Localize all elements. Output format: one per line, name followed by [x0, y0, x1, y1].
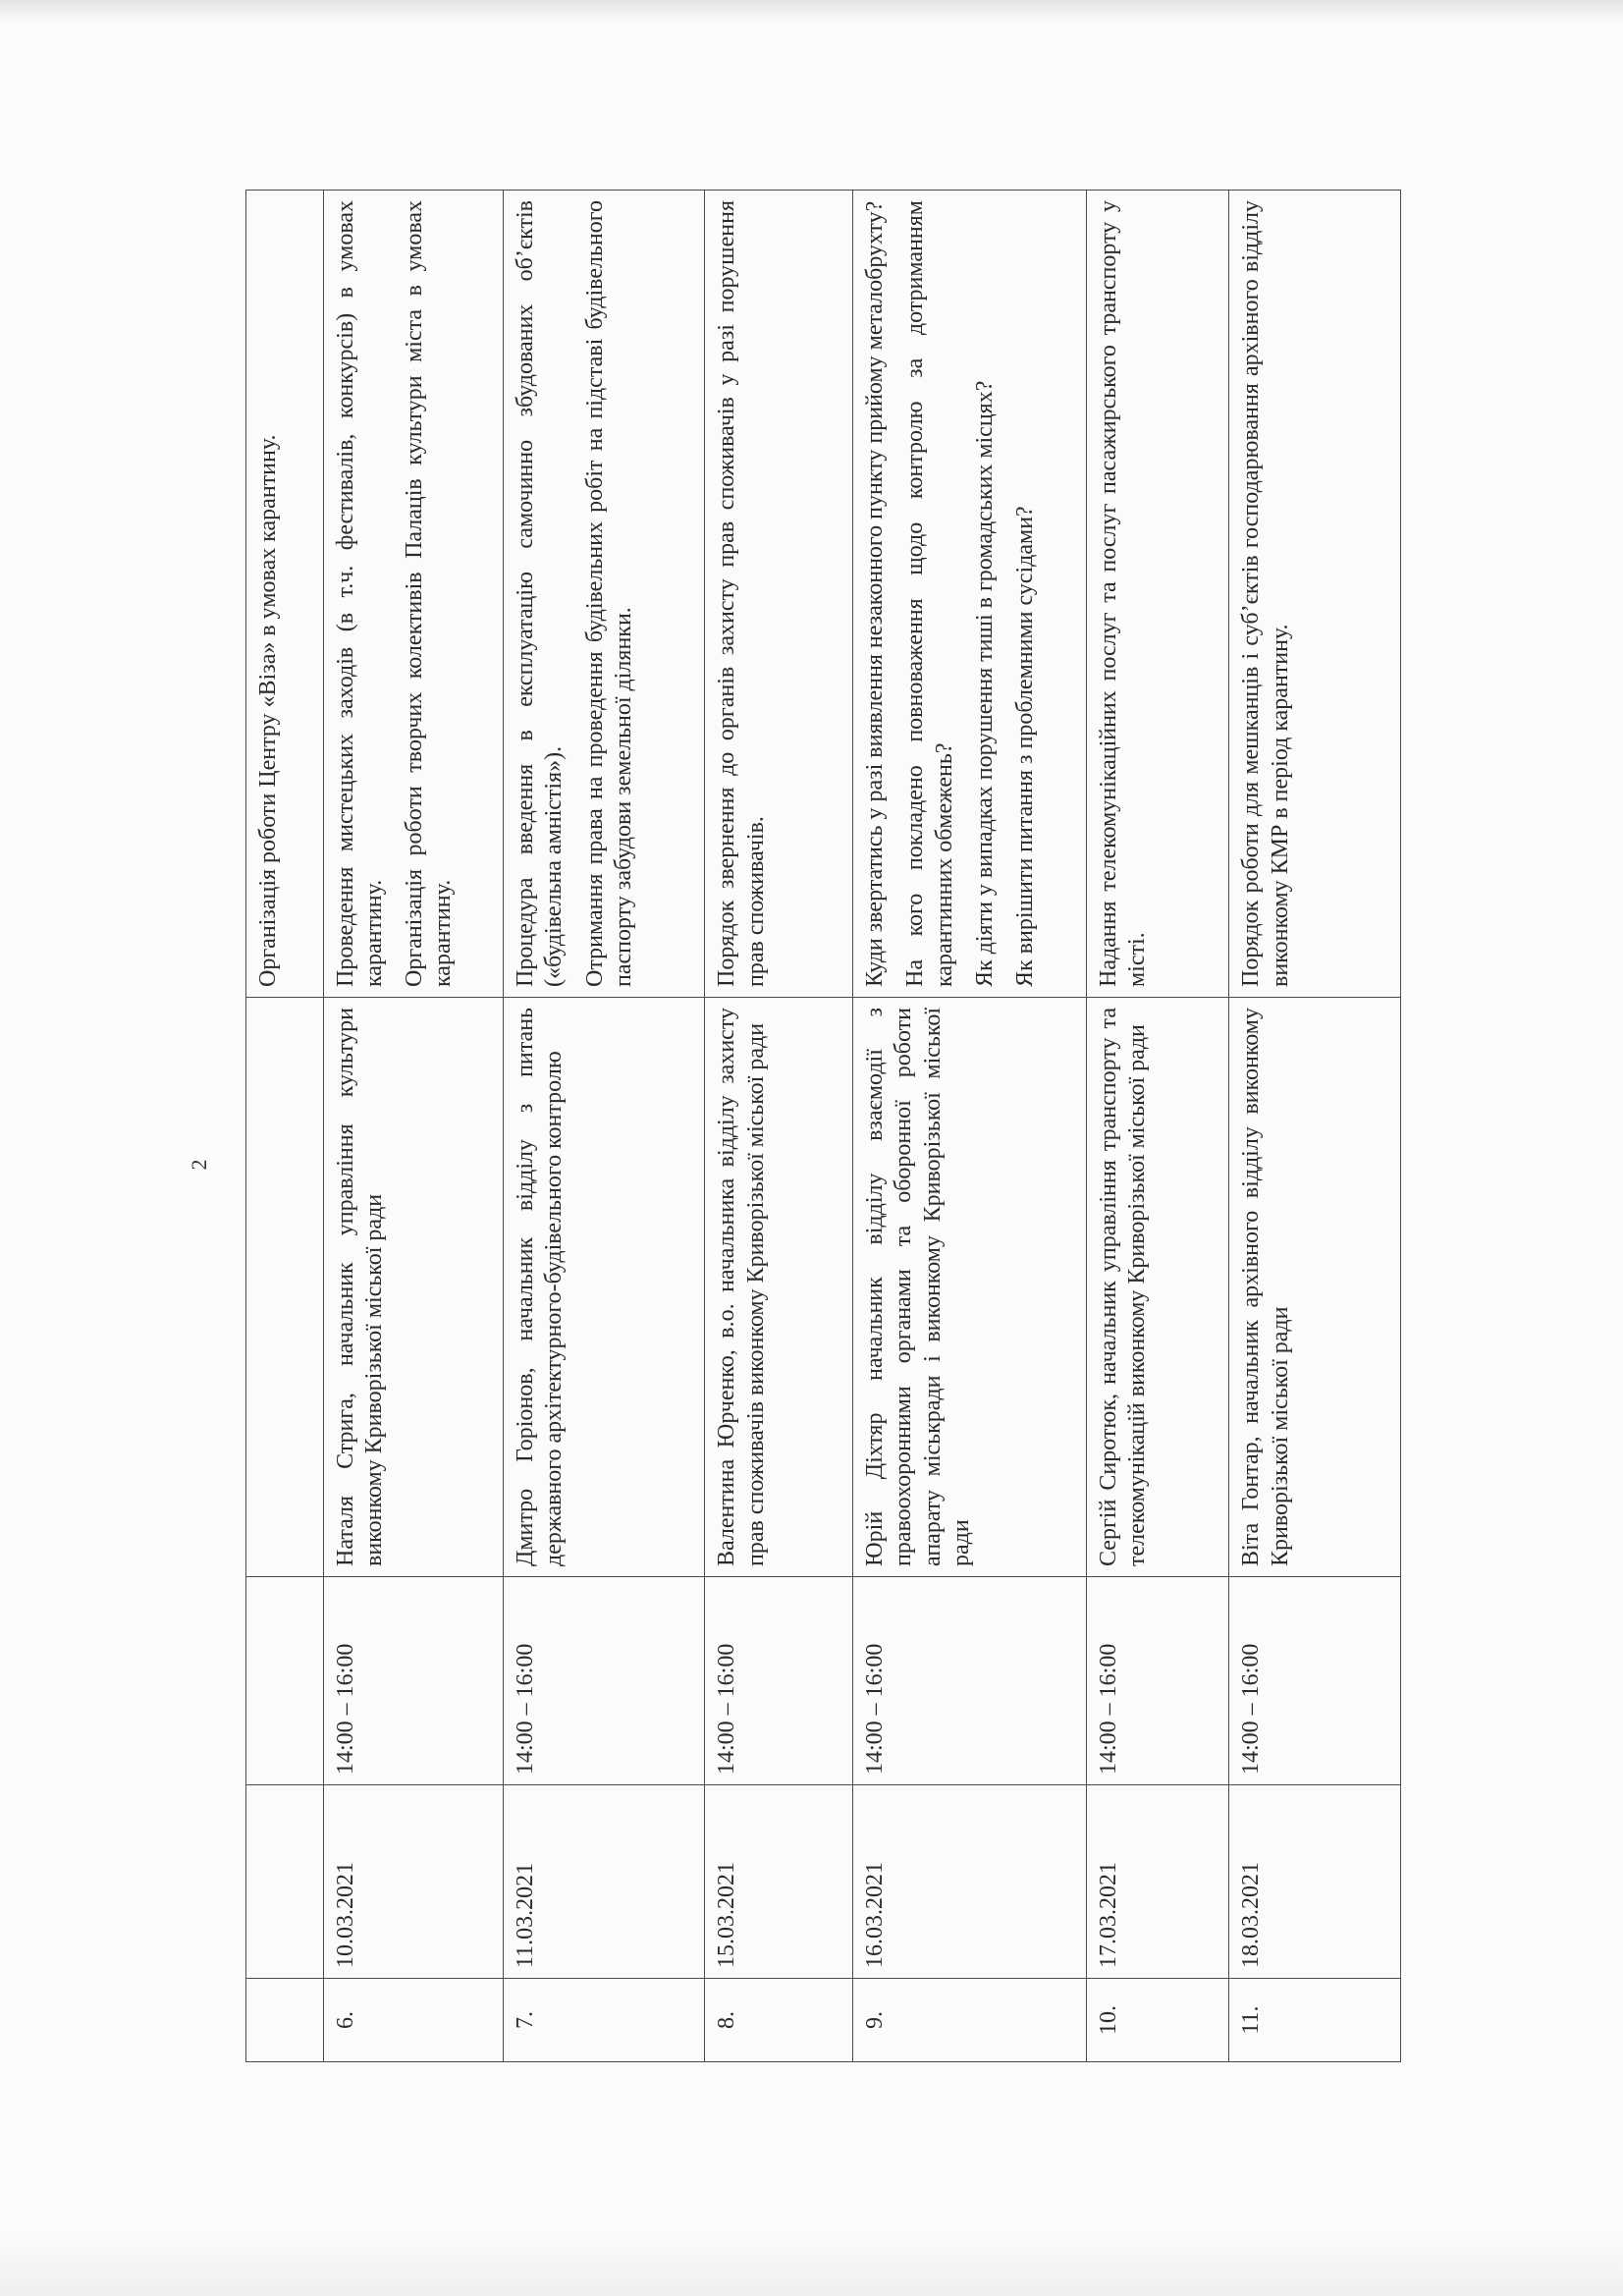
cell-date: 15.03.2021	[705, 1785, 853, 1979]
cell-topics	[853, 191, 1087, 998]
cell-number: 7.	[504, 1979, 705, 2062]
table-row	[705, 191, 853, 2062]
cell-person: Юрій Діхтяр начальник відділу взаємодії з правоохоронними органами та оборонної роботи апарату міськради і виконкому Криворізької міської ради	[853, 998, 1087, 1577]
cell-time	[246, 1577, 324, 1785]
cell-number: 11.	[1229, 1979, 1401, 2062]
cell-time: 14:00 – 16:00	[323, 1577, 503, 1785]
table-row	[853, 191, 1087, 2062]
cell-time: 14:00 – 16:00	[853, 1577, 1087, 1785]
topic-line: Як вирішити питання з проблемними сусідами?	[1012, 506, 1039, 987]
topic-line: Куди звертатись у разі виявлення незаконного пункту прийому металобрухту?	[862, 200, 888, 987]
cell-topics	[1229, 191, 1401, 998]
cell-topics	[246, 191, 324, 998]
scan-edge-bottom	[0, 2237, 1623, 2296]
topic-line: На кого покладено повноваження щодо контролю за дотриманням карантинних обмежень?	[902, 200, 957, 987]
schedule-table	[245, 190, 1401, 2062]
topic-line: Процедура введення в експлуатацію самочинно збудованих об’єктів («будівельна амністія»).	[513, 200, 568, 987]
cell-person: Сергій Сиротюк, начальник управління транспорту та телекомунікацій виконкому Криворізької міської ради	[1087, 998, 1229, 1577]
cell-number: 8.	[705, 1979, 853, 2062]
topic-line: Організація роботи творчих колективів Палаців культури міста в умовах карантину.	[402, 200, 457, 987]
scan-edge-top	[0, 0, 1623, 22]
cell-number	[246, 1979, 324, 2062]
cell-person: Наталя Стрига, начальник управління культури виконкому Криворізької міської ради	[323, 998, 503, 1577]
cell-number: 6.	[323, 1979, 503, 2062]
cell-number: 10.	[1087, 1979, 1229, 2062]
cell-date: 11.03.2021	[504, 1785, 705, 1979]
cell-topics	[1087, 191, 1229, 998]
cell-date	[246, 1785, 324, 1979]
table-row	[504, 191, 705, 2062]
cell-person: Валентина Юрченко, в.о. начальника відділу захисту прав споживачів виконкому Криворізької міської ради	[705, 998, 853, 1577]
cell-time: 14:00 – 16:00	[1229, 1577, 1401, 1785]
cell-date: 16.03.2021	[853, 1785, 1087, 1979]
table-row	[1087, 191, 1229, 2062]
topic-line: Проведення мистецьких заходів (в т.ч. фестивалів, конкурсів) в умовах карантину.	[332, 200, 387, 987]
topic-line: Отримання права на проведення будівельних робіт на підставі будівельного паспорту забудови земельної ділянки.	[581, 200, 636, 987]
topic-line: Порядок звернення до органів захисту прав споживачів у разі порушення прав споживачів.	[714, 200, 769, 987]
table-row	[1229, 191, 1401, 2062]
cell-person	[246, 998, 324, 1577]
topic-line: Надання телекомунікаційних послуг та послуг пасажирського транспорту у місті.	[1096, 200, 1151, 987]
topic-line: Як діяти у випадках порушення тиші в громадських місцях?	[971, 380, 998, 987]
cell-time: 14:00 – 16:00	[705, 1577, 853, 1785]
table-row	[323, 191, 503, 2062]
topic-line: Порядок роботи для мешканців і суб’єктів господарювання архівного відділу виконкому КМР в період карантину.	[1238, 200, 1293, 987]
cell-time: 14:00 – 16:00	[504, 1577, 705, 1785]
cell-date: 17.03.2021	[1087, 1785, 1229, 1979]
table-row-continuation	[246, 191, 324, 2062]
cell-number: 9.	[853, 1979, 1087, 2062]
cell-date: 10.03.2021	[323, 1785, 503, 1979]
cell-date: 18.03.2021	[1229, 1785, 1401, 1979]
cell-person: Дмитро Горіонов, начальник відділу з питань державного архітектурного-будівельного контролю	[504, 998, 705, 1577]
page-number: 2	[187, 1159, 211, 1171]
cell-person: Віта Гонтар, начальник архівного відділу виконкому Криворізької міської ради	[1229, 998, 1401, 1577]
topic-line: Організація роботи Центру «Віза» в умовах карантину.	[255, 434, 281, 987]
cell-time: 14:00 – 16:00	[1087, 1577, 1229, 1785]
rotated-table-container	[245, 191, 1401, 2062]
cell-topics	[504, 191, 705, 998]
cell-topics	[323, 191, 503, 998]
cell-topics	[705, 191, 853, 998]
